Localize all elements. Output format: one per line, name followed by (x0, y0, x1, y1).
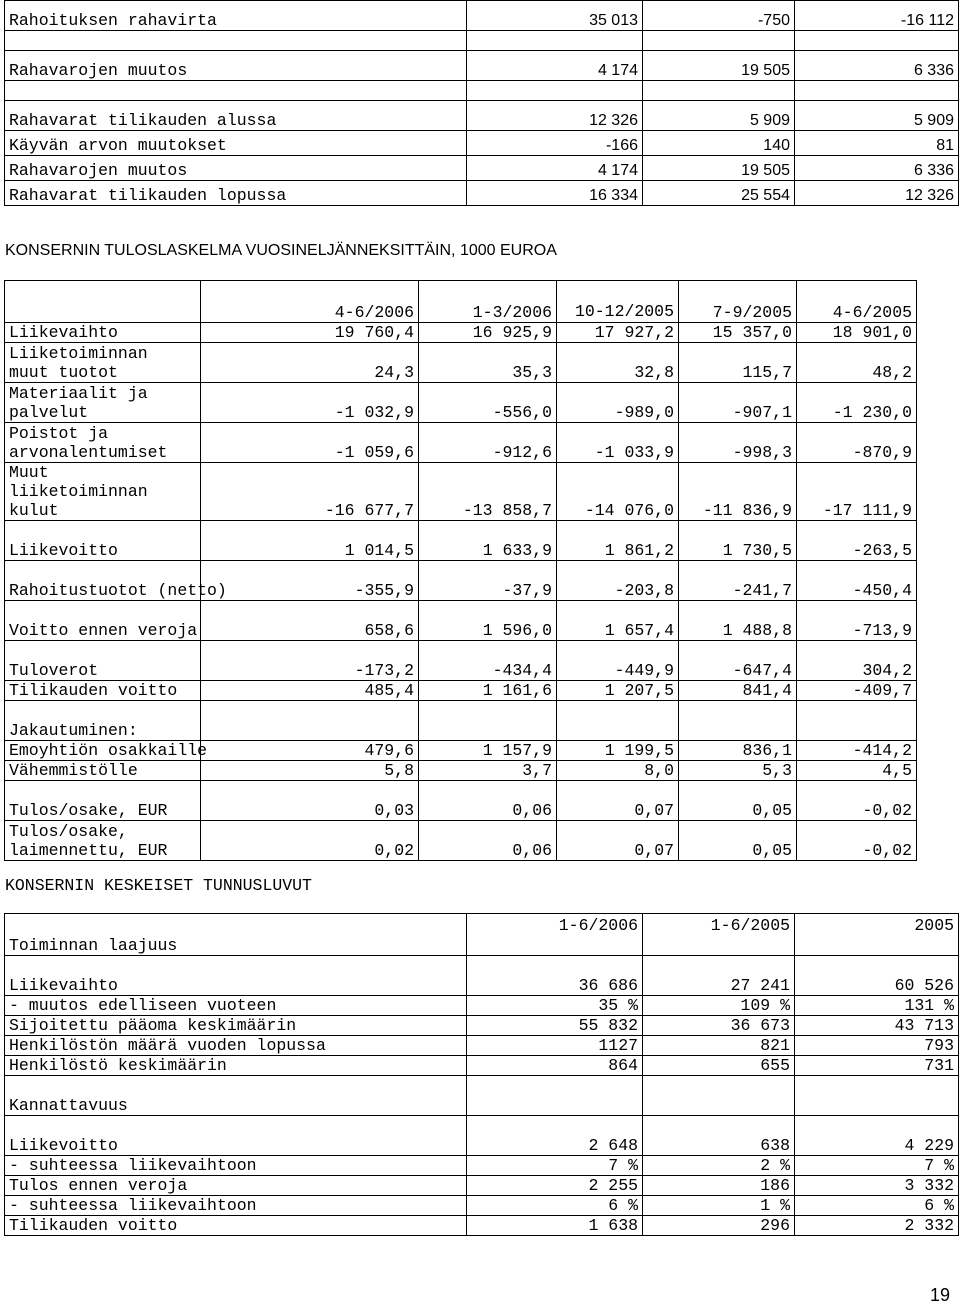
spacer-row (5, 81, 959, 101)
column-header: 10-12/2005 (557, 281, 679, 323)
value-cell: -414,2 (797, 741, 917, 761)
row-label: Tilikauden voitto (5, 1216, 467, 1236)
row-label: - suhteessa liikevaihtoon (5, 1156, 467, 1176)
income-heading: KONSERNIN TULOSLASKELMA VUOSINELJÄNNEKSITTÄIN, 1000 EUROA (5, 242, 557, 259)
value-cell: -409,7 (797, 681, 917, 701)
value-cell: 32,8 (557, 343, 679, 383)
value-cell: 16 334 (467, 181, 643, 206)
table-row (5, 343, 917, 383)
value-cell: 35 % (467, 996, 643, 1016)
table-row (5, 701, 917, 741)
value-cell: 836,1 (679, 741, 797, 761)
value-cell: 35,3 (419, 343, 557, 383)
value-cell: 6 % (795, 1196, 959, 1216)
value-cell: -166 (467, 131, 643, 156)
column-header: 4-6/2006 (201, 281, 419, 323)
value-cell: -1 059,6 (201, 423, 419, 463)
value-cell: -16 112 (795, 1, 959, 31)
value-cell: -912,6 (419, 423, 557, 463)
value-cell: 19 505 (643, 156, 795, 181)
value-cell: -870,9 (797, 423, 917, 463)
value-cell: 1 638 (467, 1216, 643, 1236)
value-cell: -1 033,9 (557, 423, 679, 463)
value-cell: -1 032,9 (201, 383, 419, 423)
row-label: Liikevoitto (5, 1116, 467, 1156)
value-cell (201, 701, 419, 741)
value-cell: 5,8 (201, 761, 419, 781)
row-label: Vähemmistölle (5, 761, 201, 781)
value-cell: 6 336 (795, 156, 959, 181)
value-cell: 15 357,0 (679, 323, 797, 343)
value-cell: 1 % (643, 1196, 795, 1216)
value-cell: -263,5 (797, 521, 917, 561)
value-cell: 6 336 (795, 51, 959, 81)
value-cell: 1 207,5 (557, 681, 679, 701)
table-row (5, 323, 917, 343)
table-row (5, 1176, 959, 1196)
value-cell: 0,02 (201, 821, 419, 861)
value-cell: -241,7 (679, 561, 797, 601)
value-cell: 1 596,0 (419, 601, 557, 641)
value-cell: 43 713 (795, 1016, 959, 1036)
value-cell: 1 633,9 (419, 521, 557, 561)
value-cell: -450,4 (797, 561, 917, 601)
value-cell: 0,03 (201, 781, 419, 821)
value-cell: 186 (643, 1176, 795, 1196)
value-cell: -11 836,9 (679, 463, 797, 521)
row-label: Rahoituksen rahavirta (5, 1, 467, 31)
value-cell: 4 174 (467, 156, 643, 181)
column-header: 1-6/2006 (467, 914, 643, 956)
table-row (5, 821, 917, 861)
value-cell: 5,3 (679, 761, 797, 781)
table-row (5, 741, 917, 761)
value-cell: 296 (643, 1216, 795, 1236)
value-cell: 304,2 (797, 641, 917, 681)
value-cell: 48,2 (797, 343, 917, 383)
table-row (5, 1216, 959, 1236)
column-header: 1-6/2005 (643, 914, 795, 956)
row-label: Tulos/osake, laimennettu, EUR (5, 821, 201, 861)
value-cell: 638 (643, 1116, 795, 1156)
value-cell: -0,02 (797, 781, 917, 821)
value-cell: 4,5 (797, 761, 917, 781)
row-label: - suhteessa liikevaihtoon (5, 1196, 467, 1216)
value-cell: 485,4 (201, 681, 419, 701)
column-header: 7-9/2005 (679, 281, 797, 323)
table-row (5, 641, 917, 681)
value-cell: 0,05 (679, 781, 797, 821)
value-cell: 1 014,5 (201, 521, 419, 561)
value-cell: 1 657,4 (557, 601, 679, 641)
table-row (5, 131, 959, 156)
value-cell: 7 % (467, 1156, 643, 1176)
table-row (5, 1196, 959, 1216)
value-cell: 0,07 (557, 821, 679, 861)
value-cell: 5 909 (795, 101, 959, 131)
value-cell: 5 909 (643, 101, 795, 131)
value-cell (797, 701, 917, 741)
value-cell: 0,06 (419, 781, 557, 821)
value-cell: -13 858,7 (419, 463, 557, 521)
value-cell: 3 332 (795, 1176, 959, 1196)
row-label: Tuloverot (5, 641, 201, 681)
table-row (5, 1116, 959, 1156)
row-label: Tilikauden voitto (5, 681, 201, 701)
value-cell: 731 (795, 1056, 959, 1076)
value-cell: 17 927,2 (557, 323, 679, 343)
row-label: Emoyhtiön osakkaille (5, 741, 201, 761)
row-label: Muut liiketoiminnan kulut (5, 463, 201, 521)
value-cell: 864 (467, 1056, 643, 1076)
value-cell (679, 701, 797, 741)
value-cell: -449,9 (557, 641, 679, 681)
value-cell: 793 (795, 1036, 959, 1056)
row-label: Liikevoitto (5, 521, 201, 561)
value-cell: 12 326 (467, 101, 643, 131)
value-cell: -203,8 (557, 561, 679, 601)
value-cell: -750 (643, 1, 795, 31)
table-row (5, 101, 959, 131)
value-cell: 81 (795, 131, 959, 156)
table-row (5, 996, 959, 1016)
keyfigures-heading: KONSERNIN KESKEISET TUNNUSLUVUT (5, 876, 312, 895)
value-cell: 658,6 (201, 601, 419, 641)
table-row (5, 51, 959, 81)
table-row (5, 681, 917, 701)
value-cell: -173,2 (201, 641, 419, 681)
value-cell: 1 861,2 (557, 521, 679, 561)
value-cell: 131 % (795, 996, 959, 1016)
row-label: Rahoitustuotot (netto) (5, 561, 201, 601)
table-row (5, 761, 917, 781)
value-cell: -907,1 (679, 383, 797, 423)
value-cell: 1 157,9 (419, 741, 557, 761)
value-cell: 27 241 (643, 956, 795, 996)
value-cell: -989,0 (557, 383, 679, 423)
value-cell: 479,6 (201, 741, 419, 761)
value-cell: 7 % (795, 1156, 959, 1176)
value-cell: -434,4 (419, 641, 557, 681)
table-row (5, 423, 917, 463)
value-cell: -998,3 (679, 423, 797, 463)
spacer-row (5, 31, 959, 51)
column-header: 4-6/2005 (797, 281, 917, 323)
value-cell: 35 013 (467, 1, 643, 31)
value-cell: 655 (643, 1056, 795, 1076)
value-cell: 3,7 (419, 761, 557, 781)
value-cell: 24,3 (201, 343, 419, 383)
row-label: Voitto ennen veroja (5, 601, 201, 641)
row-label: Liikevaihto (5, 956, 467, 996)
table-row (5, 463, 917, 521)
value-cell: -14 076,0 (557, 463, 679, 521)
value-cell: 1127 (467, 1036, 643, 1056)
row-label: Liikevaihto (5, 323, 201, 343)
value-cell: 55 832 (467, 1016, 643, 1036)
column-header: 1-3/2006 (419, 281, 557, 323)
value-cell: -355,9 (201, 561, 419, 601)
value-cell: -713,9 (797, 601, 917, 641)
table-row (5, 956, 959, 996)
header-row (5, 281, 917, 323)
value-cell: 109 % (643, 996, 795, 1016)
value-cell: 140 (643, 131, 795, 156)
table-row (5, 181, 959, 206)
value-cell: 0,06 (419, 821, 557, 861)
section-label: Kannattavuus (5, 1076, 467, 1116)
value-cell: -16 677,7 (201, 463, 419, 521)
value-cell: 4 229 (795, 1116, 959, 1156)
value-cell: -647,4 (679, 641, 797, 681)
value-cell: 0,05 (679, 821, 797, 861)
table-row (5, 383, 917, 423)
row-label: Jakautuminen: (5, 701, 201, 741)
header-row (5, 914, 959, 956)
row-label: Rahavarojen muutos (5, 156, 467, 181)
value-cell: 115,7 (679, 343, 797, 383)
table-row (5, 1016, 959, 1036)
row-label: Rahavarojen muutos (5, 51, 467, 81)
value-cell: 1 488,8 (679, 601, 797, 641)
table-row (5, 601, 917, 641)
value-cell: -17 111,9 (797, 463, 917, 521)
value-cell (419, 701, 557, 741)
value-cell: 25 554 (643, 181, 795, 206)
row-label: Liiketoiminnan muut tuotot (5, 343, 201, 383)
value-cell: 2 255 (467, 1176, 643, 1196)
row-label: Rahavarat tilikauden alussa (5, 101, 467, 131)
value-cell: 19 760,4 (201, 323, 419, 343)
value-cell: -0,02 (797, 821, 917, 861)
value-cell: -37,9 (419, 561, 557, 601)
value-cell: 2 % (643, 1156, 795, 1176)
value-cell: 1 730,5 (679, 521, 797, 561)
value-cell: -556,0 (419, 383, 557, 423)
table-row (5, 781, 917, 821)
keyfigures-table (4, 913, 959, 1236)
table-row (5, 561, 917, 601)
row-label: Tulos/osake, EUR (5, 781, 201, 821)
table-row (5, 156, 959, 181)
value-cell: 60 526 (795, 956, 959, 996)
row-label: Materiaalit ja palvelut (5, 383, 201, 423)
row-label: Käyvän arvon muutokset (5, 131, 467, 156)
column-header: 2005 (795, 914, 959, 956)
table-row (5, 1036, 959, 1056)
income-table (4, 280, 917, 861)
table-row (5, 1076, 959, 1116)
row-label: - muutos edelliseen vuoteen (5, 996, 467, 1016)
row-label: Henkilöstö keskimäärin (5, 1056, 467, 1076)
table-row (5, 521, 917, 561)
row-label: Henkilöstön määrä vuoden lopussa (5, 1036, 467, 1056)
section-label: Toiminnan laajuus (5, 914, 467, 956)
value-cell: 19 505 (643, 51, 795, 81)
row-label: Poistot ja arvonalentumiset (5, 423, 201, 463)
value-cell: 36 673 (643, 1016, 795, 1036)
value-cell: 2 332 (795, 1216, 959, 1236)
value-cell: 8,0 (557, 761, 679, 781)
value-cell: 841,4 (679, 681, 797, 701)
table-row (5, 1, 959, 31)
value-cell: 2 648 (467, 1116, 643, 1156)
value-cell: 12 326 (795, 181, 959, 206)
row-label: Sijoitettu pääoma keskimäärin (5, 1016, 467, 1036)
value-cell: 16 925,9 (419, 323, 557, 343)
page-number: 19 (929, 1285, 950, 1305)
row-label: Rahavarat tilikauden lopussa (5, 181, 467, 206)
value-cell: -1 230,0 (797, 383, 917, 423)
value-cell: 4 174 (467, 51, 643, 81)
value-cell: 0,07 (557, 781, 679, 821)
value-cell: 1 161,6 (419, 681, 557, 701)
table-row (5, 1056, 959, 1076)
row-label: Tulos ennen veroja (5, 1176, 467, 1196)
value-cell: 36 686 (467, 956, 643, 996)
value-cell (557, 701, 679, 741)
value-cell: 821 (643, 1036, 795, 1056)
value-cell: 1 199,5 (557, 741, 679, 761)
table-row (5, 1156, 959, 1176)
value-cell: 18 901,0 (797, 323, 917, 343)
value-cell: 6 % (467, 1196, 643, 1216)
cashflow-table (4, 0, 959, 206)
